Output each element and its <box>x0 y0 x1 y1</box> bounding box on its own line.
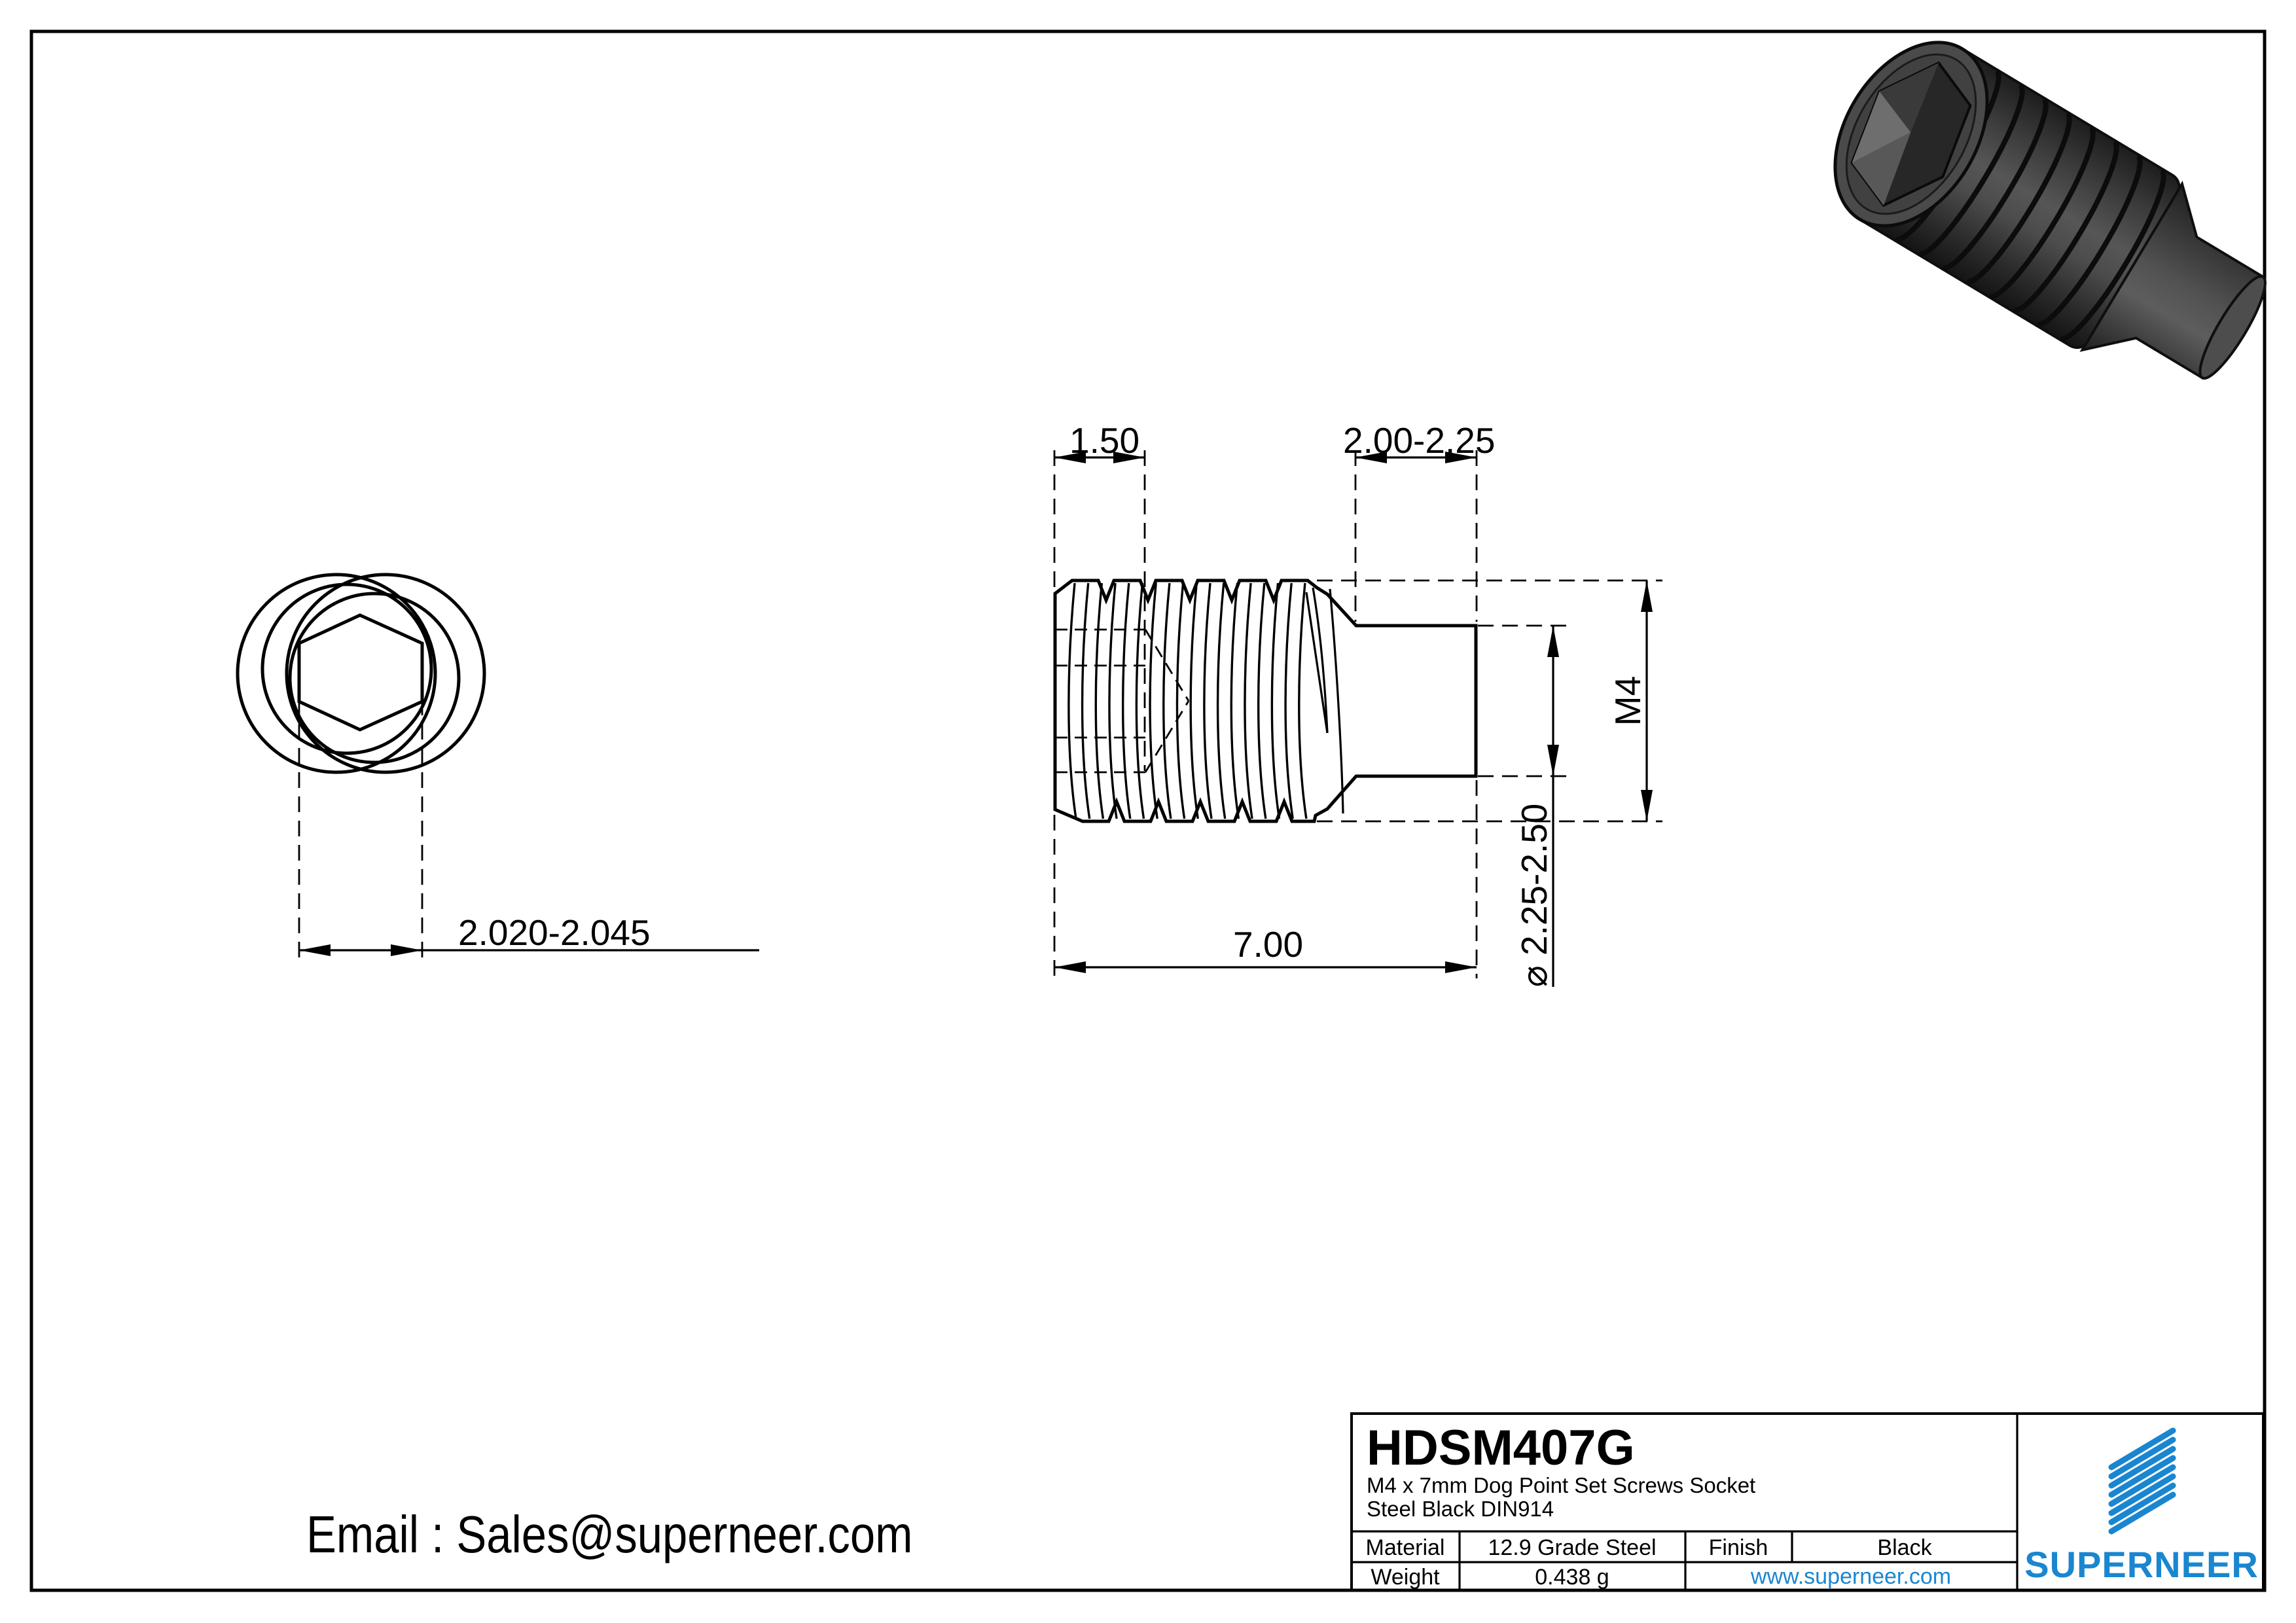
finish-value: Black <box>1877 1535 1932 1560</box>
contact-email: Email : Sales@superneer.com <box>306 1505 913 1564</box>
material-value: 12.9 Grade Steel <box>1488 1535 1657 1560</box>
weight-label: Weight <box>1371 1565 1440 1590</box>
part-number: HDSM407G <box>1367 1420 1635 1476</box>
dim-dog-diameter-text: ⌀ 2.25-2.50 <box>1514 803 1554 988</box>
front-view <box>238 575 759 959</box>
dim-dog-length-text: 2.00-2.25 <box>1343 420 1496 461</box>
front-view-hex-socket <box>299 615 422 730</box>
material-label: Material <box>1365 1535 1445 1560</box>
brand-wordmark: SUPERNEER <box>2024 1544 2259 1585</box>
part-description-line2: Steel Black DIN914 <box>1367 1497 1554 1521</box>
website-link: www.superneer.com <box>1750 1564 1952 1589</box>
side-view <box>1054 420 1662 987</box>
dim-thread-size <box>1317 580 1662 821</box>
side-view-thread-runout <box>1306 588 1343 813</box>
dim-dog-length <box>1343 420 1495 978</box>
brand-logo-stripes-icon <box>2111 1431 2173 1531</box>
dim-thread-size-text: M4 <box>1607 675 1648 726</box>
part-description-line1: M4 x 7mm Dog Point Set Screws Socket <box>1367 1473 1756 1497</box>
side-view-body-outline <box>1055 580 1476 821</box>
front-view-thread-circles <box>238 575 484 772</box>
dim-overall-length <box>1054 924 1477 973</box>
dim-dog-diameter <box>1478 626 1568 987</box>
weight-value: 0.438 g <box>1535 1565 1609 1590</box>
dim-overall-length-text: 7.00 <box>1233 924 1304 965</box>
sheet-border-frame <box>31 31 2265 1590</box>
finish-label: Finish <box>1708 1535 1768 1560</box>
dim-socket-depth-text: 1.50 <box>1069 420 1140 461</box>
dim-hex-socket-text: 2.020-2.045 <box>458 912 651 953</box>
brand-logo <box>2024 1431 2259 1585</box>
title-block <box>1352 1414 2263 1590</box>
screw-3d-render <box>1804 15 2295 419</box>
dim-hex-socket <box>299 651 759 959</box>
